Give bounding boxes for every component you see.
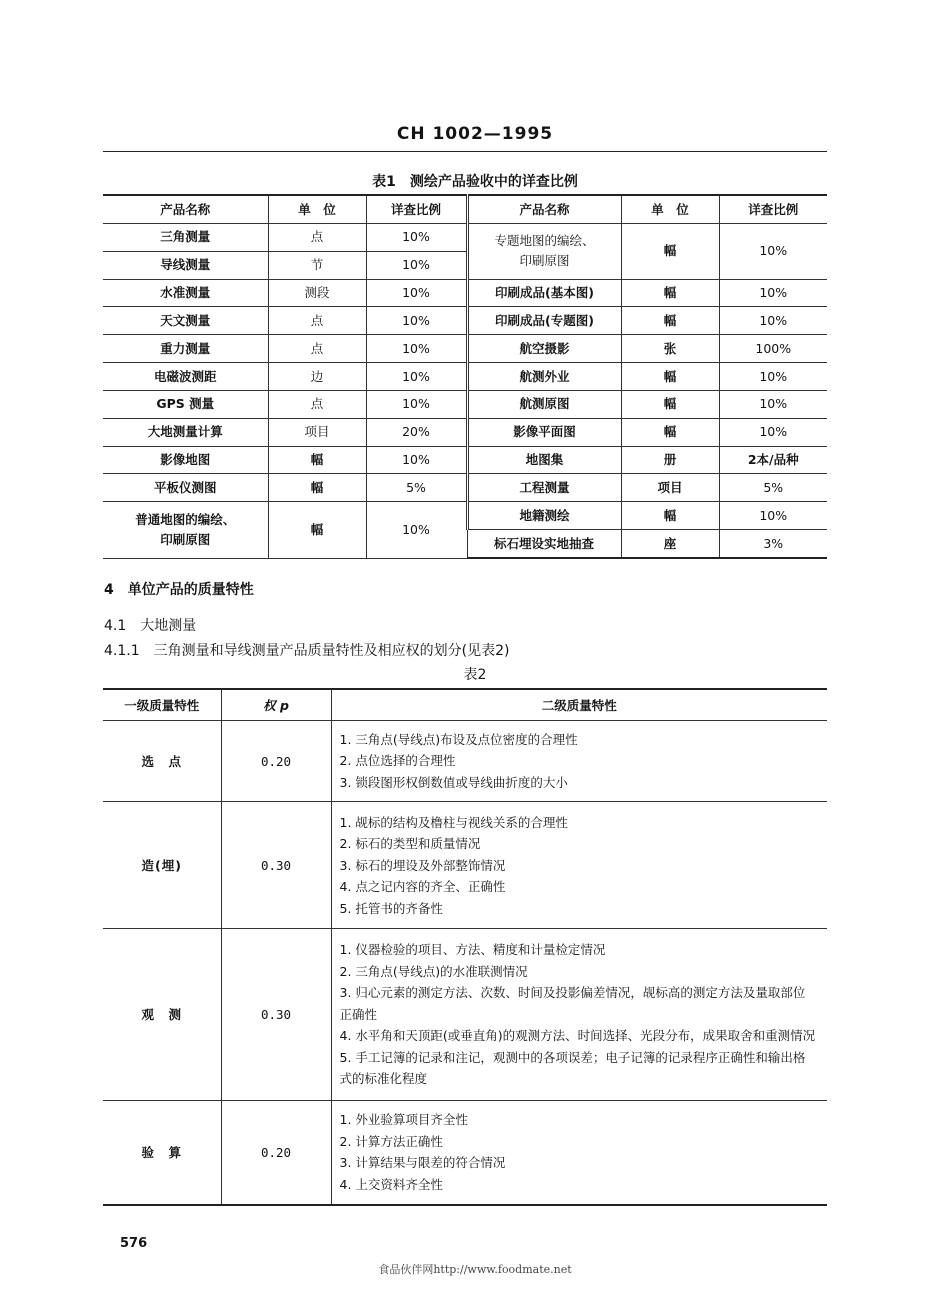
list-item: 1. 三角点(导线点)布设及点位密度的合理性 [339, 731, 578, 747]
list-item: 2. 计算方法正确性 [339, 1133, 443, 1149]
table1-header-row [103, 195, 827, 223]
weight-cell: 0.20 [221, 1100, 331, 1205]
table2-title: 表2 [463, 667, 487, 683]
product-name-cell: 大地测量计算 [103, 418, 268, 446]
unit-cell: 幅 [621, 390, 719, 418]
unit-cell: 幅 [621, 307, 719, 335]
primary-characteristic-cell: 造(埋) [103, 802, 221, 929]
table-row [103, 929, 827, 1101]
primary-characteristic-cell: 选 点 [103, 721, 221, 802]
table-row [103, 802, 827, 929]
primary-characteristic-cell: 验 算 [103, 1100, 221, 1205]
table-row [103, 335, 827, 363]
table-row [103, 390, 827, 418]
product-name-cell: 导线测量 [103, 251, 268, 279]
list-item: 3. 锁段图形权倒数值或导线曲折度的大小 [339, 774, 568, 790]
list-item: 3. 计算结果与限差的符合情况 [339, 1155, 506, 1171]
ratio-cell: 10% [366, 335, 467, 363]
ratio-cell: 10% [719, 279, 827, 307]
unit-cell: 幅 [621, 363, 719, 391]
ratio-cell: 10% [719, 307, 827, 335]
product-name-cell: 天文测量 [103, 307, 268, 335]
ratio-cell: 10% [366, 446, 467, 474]
list-item: 2. 标石的类型和质量情况 [339, 836, 481, 851]
secondary-list [340, 939, 818, 1090]
product-name-cell: 航测原图 [467, 390, 621, 418]
list-item: 3. 归心元素的测定方法、次数、时间及投影偏差情况，觇标高的测定方法及量取部位正确性 [339, 985, 806, 1022]
ratio-cell: 10% [366, 279, 467, 307]
section-heading-4: 4 单位产品的质量特性 [104, 582, 254, 598]
table-row [103, 1100, 827, 1205]
ratio-cell: 3% [719, 530, 827, 559]
ratio-cell: 10% [366, 223, 467, 251]
list-item: 5. 托管书的齐备性 [339, 900, 443, 916]
unit-cell: 项目 [621, 474, 719, 502]
table2-header-cell: 权 p [221, 689, 331, 721]
unit-cell: 幅 [268, 502, 366, 558]
unit-cell: 幅 [268, 474, 366, 502]
product-name-cell: 地籍测绘 [467, 502, 621, 530]
secondary-list [340, 729, 818, 794]
list-item: 4. 上交资料齐全性 [339, 1176, 443, 1192]
ratio-cell: 10% [719, 418, 827, 446]
multiline-text: 专题地图的编绘、 印刷原图 [494, 233, 595, 269]
table-row [103, 418, 827, 446]
table-row [103, 721, 827, 802]
footer-watermark: 食品伙伴网http://www.foodmate.net [378, 1263, 572, 1276]
product-name-cell: 影像平面图 [467, 418, 621, 446]
page-number: 576 [120, 1236, 148, 1251]
table-row [103, 363, 827, 391]
table1-title: 表1 测绘产品验收中的详查比例 [372, 174, 578, 190]
table1-header-cell: 产品名称 [103, 195, 268, 223]
product-name-cell: GPS 测量 [103, 390, 268, 418]
ratio-cell: 10% [719, 390, 827, 418]
list-item: 3. 标石的埋设及外部整饰情况 [339, 857, 506, 873]
table-row [103, 307, 827, 335]
section-heading-4-1-1: 4.1.1 三角测量和导线测量产品质量特性及相应权的划分(见表2) [104, 643, 510, 659]
unit-cell: 幅 [621, 418, 719, 446]
section-heading-4-1: 4.1 大地测量 [104, 618, 197, 634]
unit-cell: 点 [268, 307, 366, 335]
ratio-cell: 10% [366, 307, 467, 335]
table2-quality-characteristics [103, 688, 827, 1206]
unit-cell: 册 [621, 446, 719, 474]
multiline-text: 普通地图的编绘、 印刷原图 [135, 511, 236, 547]
ratio-cell: 10% [366, 502, 467, 558]
ratio-cell: 100% [719, 335, 827, 363]
product-name-cell: 印刷成品(专题图) [467, 307, 621, 335]
list-item: 4. 点之记内容的齐全、正确性 [339, 879, 506, 894]
weight-cell: 0.30 [221, 802, 331, 929]
product-name-cell: 重力测量 [103, 335, 268, 363]
list-item: 2. 点位选择的合理性 [339, 753, 456, 769]
unit-cell: 幅 [621, 223, 719, 279]
unit-cell: 节 [268, 251, 366, 279]
table-row [103, 474, 827, 502]
standard-code-header: CH 1002—1995 [396, 124, 554, 144]
unit-cell: 测段 [268, 279, 366, 307]
secondary-characteristics-cell [331, 1100, 827, 1205]
table2-header-cell: 二级质量特性 [331, 689, 827, 721]
list-item: 1. 仪器检验的项目、方法、精度和计量检定情况 [339, 942, 606, 958]
list-item: 1. 觇标的结构及橹柱与视线关系的合理性 [339, 814, 568, 830]
ratio-cell: 10% [366, 251, 467, 279]
ratio-cell: 10% [719, 502, 827, 530]
table-row [103, 279, 827, 307]
table-row [103, 446, 827, 474]
secondary-characteristics-cell [331, 721, 827, 802]
table2-header-row [103, 689, 827, 721]
secondary-characteristics-cell [331, 929, 827, 1101]
unit-cell: 点 [268, 390, 366, 418]
product-name-cell [467, 223, 621, 279]
product-name-cell: 航空摄影 [467, 335, 621, 363]
product-name-cell: 工程测量 [467, 474, 621, 502]
ratio-cell: 10% [366, 363, 467, 391]
secondary-list [340, 1109, 818, 1195]
ratio-cell: 10% [719, 363, 827, 391]
table1-sampling-ratio [103, 194, 827, 559]
unit-cell: 边 [268, 363, 366, 391]
product-name-cell: 地图集 [467, 446, 621, 474]
header-rule [103, 151, 827, 152]
unit-cell: 项目 [268, 418, 366, 446]
product-name-cell: 平板仪测图 [103, 474, 268, 502]
product-name-cell: 印刷成品(基本图) [467, 279, 621, 307]
ratio-cell: 10% [719, 223, 827, 279]
table-row [103, 502, 827, 530]
table-row [103, 223, 827, 251]
ratio-cell: 5% [719, 474, 827, 502]
product-name-cell: 影像地图 [103, 446, 268, 474]
product-name-cell: 水准测量 [103, 279, 268, 307]
ratio-cell: 2本/品种 [719, 446, 827, 474]
product-name-cell: 航测外业 [467, 363, 621, 391]
weight-cell: 0.30 [221, 929, 331, 1101]
weight-cell: 0.20 [221, 721, 331, 802]
unit-cell: 张 [621, 335, 719, 363]
unit-cell: 幅 [621, 279, 719, 307]
ratio-cell: 10% [366, 390, 467, 418]
product-name-cell [103, 502, 268, 558]
primary-characteristic-cell: 观 测 [103, 929, 221, 1101]
product-name-cell: 标石埋设实地抽查 [467, 530, 621, 559]
list-item: 1. 外业验算项目齐全性 [339, 1112, 468, 1128]
product-name-cell: 电磁波测距 [103, 363, 268, 391]
unit-cell: 幅 [621, 502, 719, 530]
secondary-characteristics-cell [331, 802, 827, 929]
unit-cell: 座 [621, 530, 719, 559]
table1-header-cell: 详查比例 [719, 195, 827, 223]
table1-header-cell: 产品名称 [467, 195, 621, 223]
table2-header-cell: 一级质量特性 [103, 689, 221, 721]
table1-header-cell: 详查比例 [366, 195, 467, 223]
table1-header-cell: 单 位 [268, 195, 366, 223]
list-item: 5. 手工记簿的记录和注记，观测中的各项误差；电子记簿的记录程序正确性和输出格式的标准化程度 [339, 1049, 806, 1087]
list-item: 2. 三角点(导线点)的水准联测情况 [339, 963, 528, 979]
secondary-list [340, 812, 818, 920]
unit-cell: 点 [268, 223, 366, 251]
product-name-cell: 三角测量 [103, 223, 268, 251]
table1-header-cell: 单 位 [621, 195, 719, 223]
list-item: 4. 水平角和天顶距(或垂直角)的观测方法、时间选择、光段分布，成果取舍和重测情况 [339, 1028, 816, 1044]
unit-cell: 点 [268, 335, 366, 363]
unit-cell: 幅 [268, 446, 366, 474]
ratio-cell: 5% [366, 474, 467, 502]
ratio-cell: 20% [366, 418, 467, 446]
